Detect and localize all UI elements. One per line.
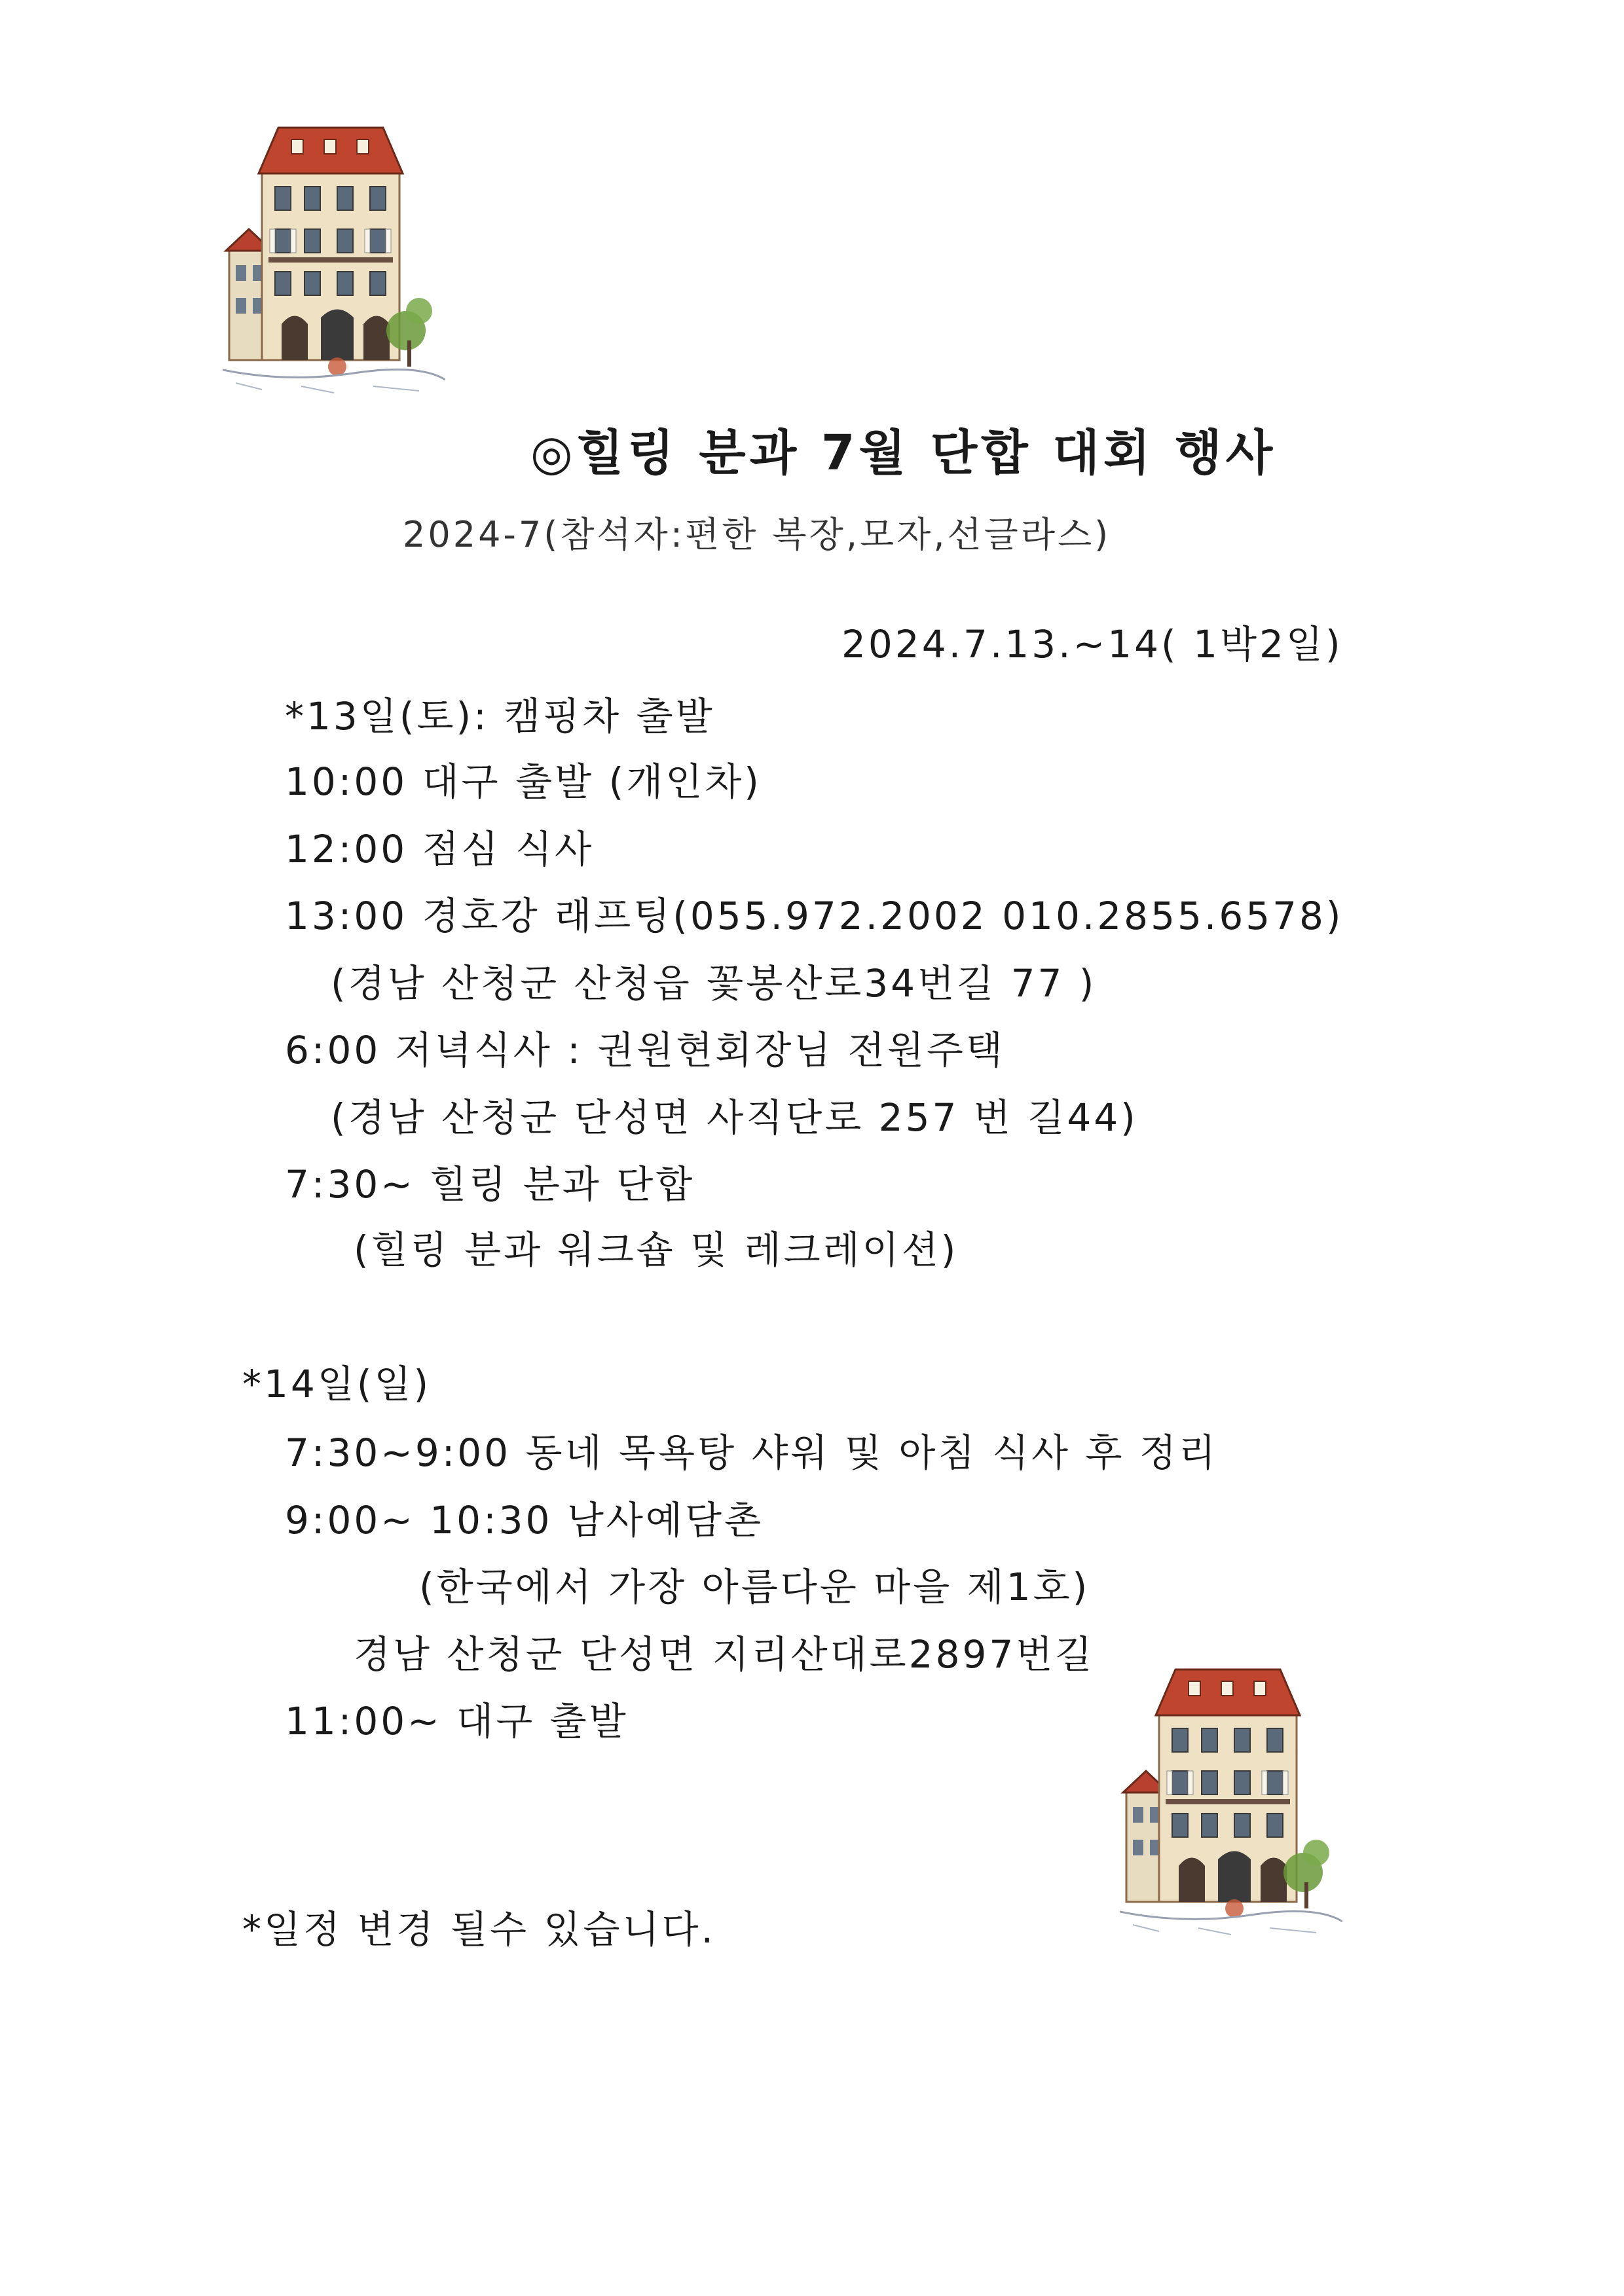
schedule-address: 경남 산청군 단성면 지리산대로2897번길 (354, 1632, 1095, 1677)
schedule-item: 11:00~ 대구 출발 (285, 1699, 629, 1743)
schedule-address: (경남 산청군 단성면 사직단로 257 번 길44) (331, 1095, 1138, 1140)
day1-header: *13일(토): 캠핑차 출발 (285, 694, 715, 738)
day2-header: *14일(일) (242, 1362, 432, 1406)
schedule-detail: (한국에서 가장 아름다운 마을 제1호) (419, 1565, 1090, 1609)
house-illustration-top (223, 108, 445, 396)
house-illustration-bottom (1120, 1650, 1342, 1938)
schedule-item: 9:00~ 10:30 남사예담촌 (285, 1498, 764, 1542)
schedule-change-note: *일정 변경 될수 있습니다. (242, 1907, 716, 1952)
subtitle: 2024-7(참석자:편한 복장,모자,선글라스) (403, 514, 1111, 555)
schedule-item: 10:00 대구 출발 (개인차) (285, 759, 762, 804)
schedule-item: 7:30~ 힐링 분과 단합 (285, 1162, 695, 1207)
schedule-item: 12:00 점심 식사 (285, 827, 595, 871)
page-title: ◎힐링 분과 7월 단합 대회 행사 (530, 425, 1277, 481)
schedule-detail: (힐링 분과 워크숍 및 레크레이션) (354, 1228, 959, 1272)
schedule-address: (경남 산청군 산청읍 꽃봉산로34번길 77 ) (331, 961, 1097, 1006)
schedule-item: 7:30~9:00 동네 목욕탕 샤워 및 아침 식사 후 정리 (285, 1430, 1219, 1475)
schedule-item: 6:00 저녁식사 : 권원현회장님 전원주택 (285, 1028, 1005, 1072)
schedule-item: 13:00 경호강 래프팅(055.972.2002 010.2855.6578) (285, 894, 1344, 938)
date-range: 2024.7.13.~14( 1박2일) (841, 622, 1343, 666)
